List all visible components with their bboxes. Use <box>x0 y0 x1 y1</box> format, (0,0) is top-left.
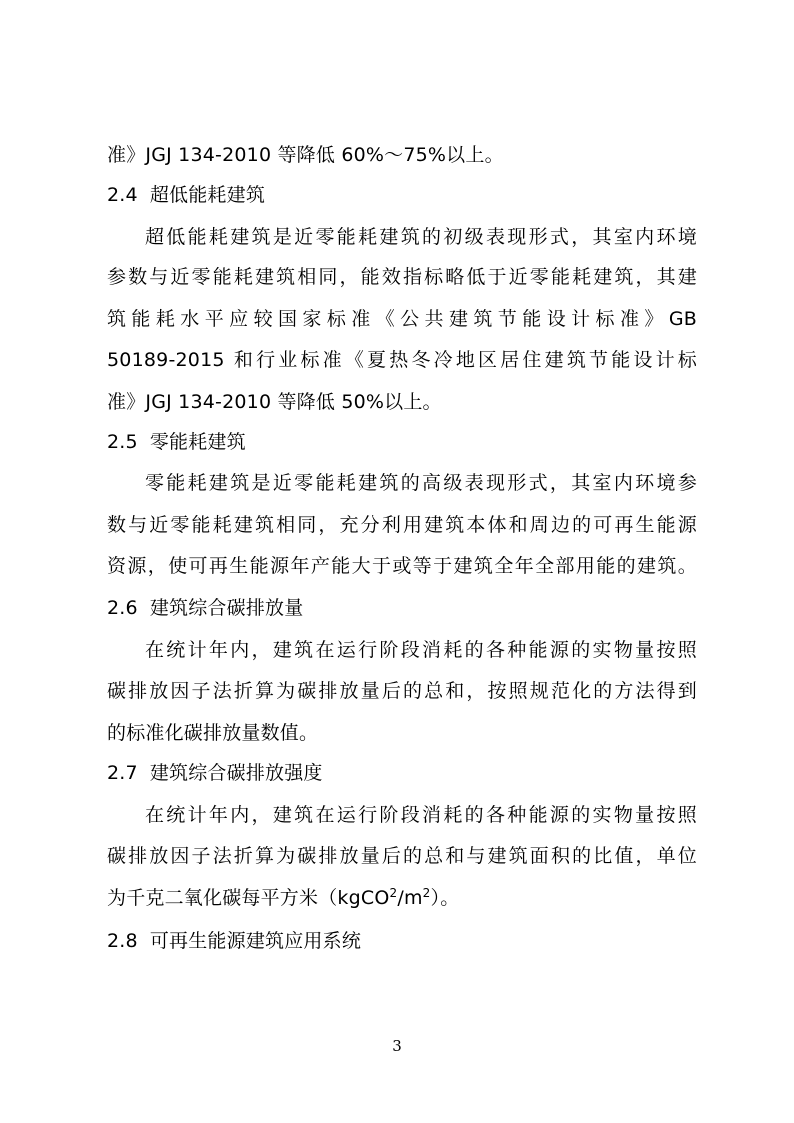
paragraph-line: 筑能耗水平应较国家标准《公共建筑节能设计标准》GB <box>107 308 697 330</box>
superscript: 2 <box>422 886 431 900</box>
paragraph-line: 超低能耗建筑是近零能耗建筑的初级表现形式，其室内环境 <box>145 226 697 248</box>
paragraph-line: 碳排放因子法折算为碳排放量后的总和，按照规范化的方法得到 <box>107 680 697 702</box>
text-run: ）。 <box>430 887 460 909</box>
section-number: 2.6 <box>107 597 138 619</box>
paragraph-line: 资源，使可再生能源年产能大于或等于建筑全年全部用能的建筑。 <box>107 555 697 577</box>
section-heading-2-7 <box>107 759 697 787</box>
text-run: /m <box>397 887 423 909</box>
section-title: 零能耗建筑 <box>149 431 246 453</box>
section-title: 超低能耗建筑 <box>149 184 266 206</box>
section-title: 可再生能源建筑应用系统 <box>149 930 362 952</box>
paragraph-line: 在统计年内，建筑在运行阶段消耗的各种能源的实物量按照 <box>145 639 697 661</box>
paragraph-line: 的标准化碳排放量数值。 <box>107 722 319 744</box>
text-line: 准》JGJ 134-2010 等降低 60%～75%以上。 <box>107 144 504 166</box>
paragraph-line: 准》JGJ 134-2010 等降低 50%以上。 <box>107 391 442 413</box>
superscript: 2 <box>389 886 398 900</box>
paragraph-line: 参数与近零能耗建筑相同，能效指标略低于近零能耗建筑，其建 <box>107 266 697 288</box>
paragraph-line: 碳排放因子法折算为碳排放量后的总和与建筑面积的比值，单位 <box>107 845 697 867</box>
section-number: 2.8 <box>107 930 138 952</box>
paragraph-line: 零能耗建筑是近零能耗建筑的高级表现形式，其室内环境参 <box>145 472 697 494</box>
paragraph-line: 数与近零能耗建筑相同，充分利用建筑本体和周边的可再生能源 <box>107 514 697 536</box>
paragraph-line: 50189-2015 和行业标准《夏热冬冷地区居住建筑节能设计标 <box>107 349 697 371</box>
section-heading-2-5 <box>107 428 697 456</box>
page-number: 3 <box>392 1037 402 1055</box>
section-title: 建筑综合碳排放量 <box>149 597 304 619</box>
section-number: 2.5 <box>107 431 138 453</box>
section-title: 建筑综合碳排放强度 <box>149 762 323 784</box>
paragraph-line: 在统计年内，建筑在运行阶段消耗的各种能源的实物量按照 <box>145 804 697 826</box>
text-run: 为千克二氧化碳每平方米（kgCO <box>107 887 390 909</box>
section-heading-2-6 <box>107 594 697 622</box>
section-heading-2-4 <box>107 181 697 209</box>
section-heading-2-8 <box>107 927 697 955</box>
section-number: 2.7 <box>107 762 138 784</box>
paragraph-line <box>107 884 697 912</box>
section-number: 2.4 <box>107 184 138 206</box>
